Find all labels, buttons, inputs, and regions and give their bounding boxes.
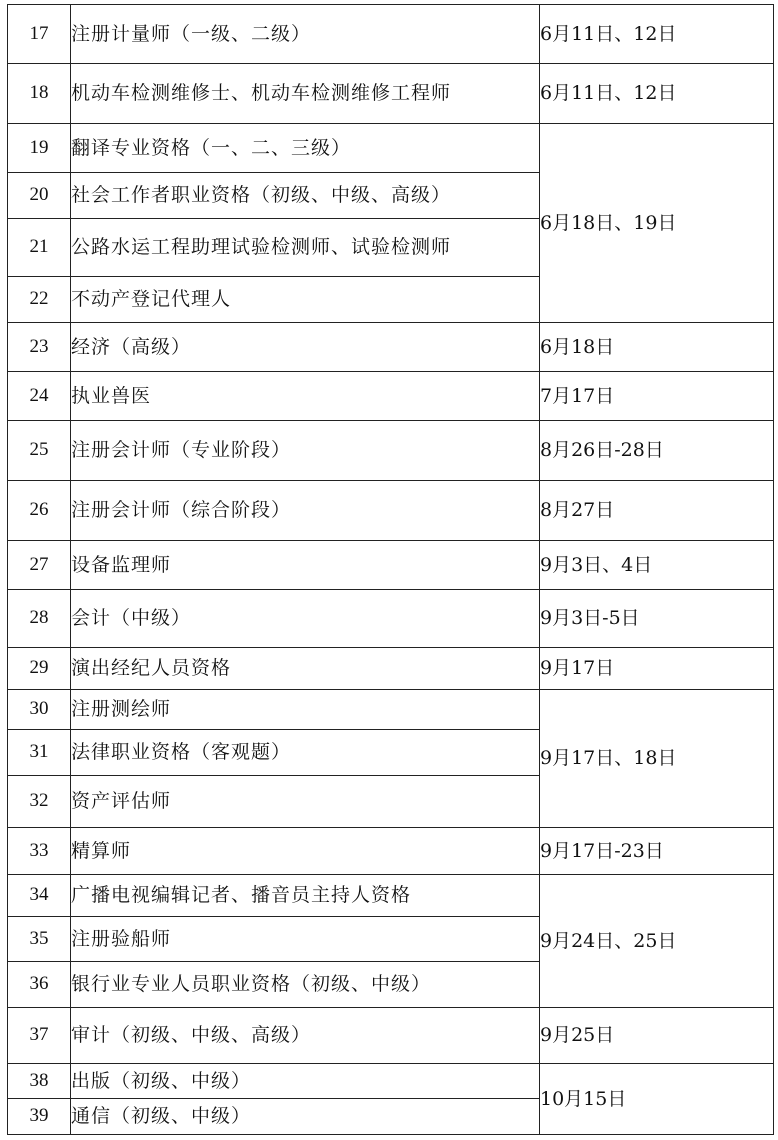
table-row — [8, 690, 774, 730]
exam-name: 通信（初级、中级） — [71, 1099, 540, 1135]
row-number: 17 — [8, 5, 71, 64]
exam-name: 注册会计师（综合阶段） — [71, 481, 540, 541]
exam-date: 8月27日 — [540, 481, 774, 541]
table-row — [8, 1064, 774, 1099]
exam-date: 9月17日、18日 — [540, 690, 774, 828]
table-row — [8, 372, 774, 421]
exam-name: 精算师 — [71, 828, 540, 875]
exam-date: 6月11日、12日 — [540, 64, 774, 124]
row-number: 36 — [8, 962, 71, 1008]
exam-date: 8月26日-28日 — [540, 421, 774, 481]
row-number: 32 — [8, 776, 71, 828]
exam-name: 公路水运工程助理试验检测师、试验检测师 — [71, 219, 540, 277]
row-number: 25 — [8, 421, 71, 481]
exam-name: 银行业专业人员职业资格（初级、中级） — [71, 962, 540, 1008]
table-row — [8, 828, 774, 875]
row-number: 29 — [8, 648, 71, 690]
exam-name: 演出经纪人员资格 — [71, 648, 540, 690]
exam-schedule-table — [7, 4, 774, 1135]
exam-date: 9月17日 — [540, 648, 774, 690]
table-row — [8, 541, 774, 590]
row-number: 30 — [8, 690, 71, 730]
row-number: 35 — [8, 917, 71, 962]
exam-name: 资产评估师 — [71, 776, 540, 828]
row-number: 27 — [8, 541, 71, 590]
table-row — [8, 1008, 774, 1064]
row-number: 28 — [8, 590, 71, 648]
exam-name: 出版（初级、中级） — [71, 1064, 540, 1099]
exam-date: 6月18日 — [540, 323, 774, 372]
exam-name: 审计（初级、中级、高级） — [71, 1008, 540, 1064]
table-row — [8, 64, 774, 124]
exam-name: 机动车检测维修士、机动车检测维修工程师 — [71, 64, 540, 124]
table-row — [8, 875, 774, 917]
exam-name: 注册计量师（一级、二级） — [71, 5, 540, 64]
row-number: 37 — [8, 1008, 71, 1064]
table-row — [8, 5, 774, 64]
exam-date: 6月11日、12日 — [540, 5, 774, 64]
exam-date: 9月3日、4日 — [540, 541, 774, 590]
row-number: 20 — [8, 173, 71, 219]
exam-date: 6月18日、19日 — [540, 124, 774, 323]
row-number: 34 — [8, 875, 71, 917]
table-row — [8, 124, 774, 173]
table-row — [8, 481, 774, 541]
exam-name: 社会工作者职业资格（初级、中级、高级） — [71, 173, 540, 219]
exam-name: 会计（中级） — [71, 590, 540, 648]
table-row — [8, 323, 774, 372]
exam-date: 9月3日-5日 — [540, 590, 774, 648]
exam-name: 翻译专业资格（一、二、三级） — [71, 124, 540, 173]
exam-name: 广播电视编辑记者、播音员主持人资格 — [71, 875, 540, 917]
exam-name: 法律职业资格（客观题） — [71, 730, 540, 776]
table-row — [8, 421, 774, 481]
row-number: 24 — [8, 372, 71, 421]
row-number: 18 — [8, 64, 71, 124]
exam-date: 10月15日 — [540, 1064, 774, 1135]
exam-name: 注册验船师 — [71, 917, 540, 962]
row-number: 39 — [8, 1099, 71, 1135]
row-number: 22 — [8, 277, 71, 323]
row-number: 31 — [8, 730, 71, 776]
exam-date: 9月25日 — [540, 1008, 774, 1064]
table-body — [8, 5, 774, 1135]
row-number: 26 — [8, 481, 71, 541]
row-number: 38 — [8, 1064, 71, 1099]
exam-date: 9月17日-23日 — [540, 828, 774, 875]
row-number: 23 — [8, 323, 71, 372]
exam-name: 经济（高级） — [71, 323, 540, 372]
table-row — [8, 648, 774, 690]
exam-date: 7月17日 — [540, 372, 774, 421]
exam-date: 9月24日、25日 — [540, 875, 774, 1008]
exam-name: 不动产登记代理人 — [71, 277, 540, 323]
exam-name: 执业兽医 — [71, 372, 540, 421]
row-number: 19 — [8, 124, 71, 173]
table-row — [8, 590, 774, 648]
exam-name: 设备监理师 — [71, 541, 540, 590]
exam-name: 注册测绘师 — [71, 690, 540, 730]
row-number: 33 — [8, 828, 71, 875]
row-number: 21 — [8, 219, 71, 277]
exam-name: 注册会计师（专业阶段） — [71, 421, 540, 481]
